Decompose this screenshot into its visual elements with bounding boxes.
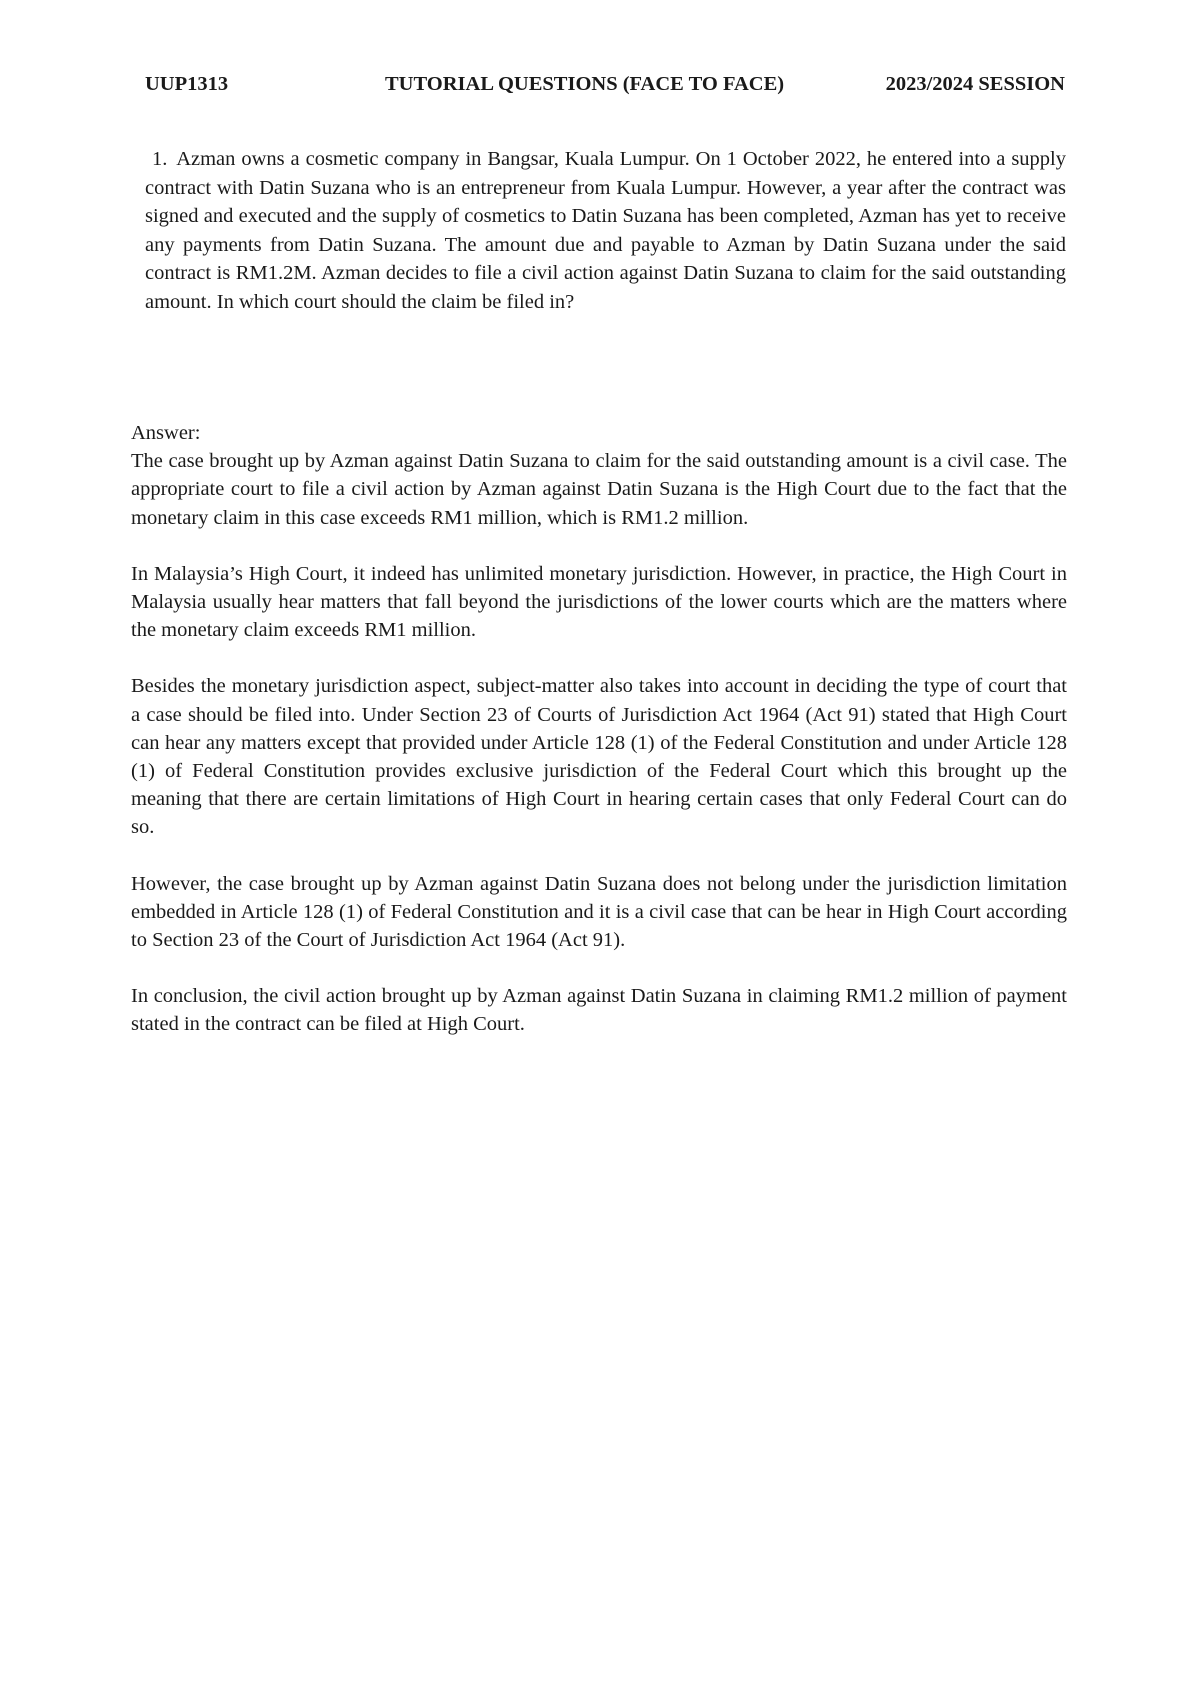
question-block [145, 145, 1066, 317]
answer-paragraph-1: The case brought up by Azman against Datin Suzana to claim for the said outstanding amount is a civil case. The appropriate court to file a civil action by Azman against Datin Suzana is the High Court due to the fact that the monetary claim in this case exceeds RM1 million, which is RM1.2 million. [131, 450, 1067, 529]
answer-block [131, 419, 1067, 1067]
course-code: UUP1313 [145, 73, 229, 95]
answer-label: Answer: [131, 422, 201, 444]
session-label: 2023/2024 SESSION [885, 73, 1065, 95]
page-header [145, 69, 1065, 99]
answer-paragraph-3: Besides the monetary jurisdiction aspect, subject-matter also takes into account in deciding the type of court that a case should be filed into. Under Section 23 of Courts of Jurisdiction Act 1964 (Act 91) stated that High Court can hear any matters except that provided under Article 128 (1) of the Federal Constitution and under Article 128 (1) of Federal Constitution provides exclusive jurisdiction of the Federal Court which this brought up the meaning that there are certain limitations of High Court in hearing certain cases that only Federal Court can do so. [131, 675, 1067, 839]
question-paragraph [145, 145, 1066, 317]
question-number: 1. [152, 148, 168, 170]
answer-paragraph-4: However, the case brought up by Azman against Datin Suzana does not belong under the jurisdiction limitation embedded in Article 128 (1) of Federal Constitution and it is a civil case that can be hear in High Court according to Section 23 of the Court of Jurisdiction Act 1964 (Act 91). [131, 872, 1067, 952]
document-title: TUTORIAL QUESTIONS (FACE TO FACE) [385, 73, 785, 95]
answer-paragraph-2: In Malaysia’s High Court, it indeed has unlimited monetary jurisdiction. However, in practice, the High Court in Malaysia usually hear matters that fall beyond the jurisdictions of the lower courts which are the matters where the monetary claim exceeds RM1 million. [131, 562, 1067, 642]
answer-paragraph-5: In conclusion, the civil action brought up by Azman against Datin Suzana in claiming RM1.2 million of payment stated in the contract can be filed at High Court. [131, 985, 1067, 1036]
question-text: Azman owns a cosmetic company in Bangsar, Kuala Lumpur. On 1 October 2022, he entered into a supply contract with Datin Suzana who is an entrepreneur from Kuala Lumpur. However, a year after the contract was signed and executed and the supply of cosmetics to Datin Suzana has been completed, Azman has yet to receive any payments from Datin Suzana. The amount due and payable to Azman by Datin Suzana under the said contract is RM1.2M. Azman decides to file a civil action against Datin Suzana to claim for the said outstanding amount. In which court should the claim be filed in? [145, 148, 1066, 313]
